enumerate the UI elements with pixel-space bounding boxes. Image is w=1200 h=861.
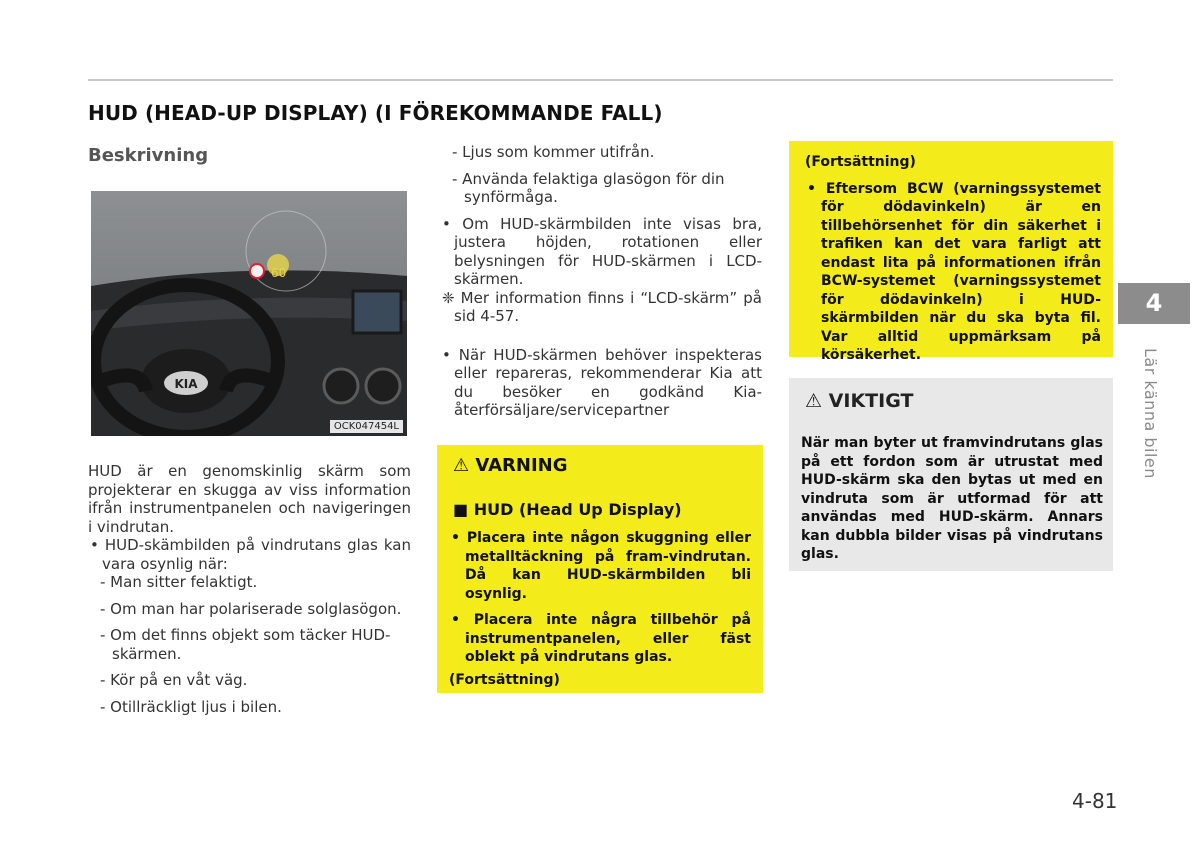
important-title: VIKTIGT	[828, 390, 914, 412]
dash-item: - Om man har polariserade solglasögon.	[100, 599, 402, 618]
section-heading: Beskrivning	[88, 145, 209, 166]
warning-item: • Placera inte några tillbehör på instrumentpanelen, eller fäst oblekt på vindrutans glas.	[451, 612, 751, 665]
figure-caption: OCK047454L	[330, 420, 403, 433]
bullet-invisible: • HUD-skämbilden på vindrutans glas kan vara osynlig när:	[90, 536, 411, 573]
dash-item: - Otillräckligt ljus i bilen.	[100, 697, 282, 716]
dashboard-hud-photo	[91, 191, 407, 436]
left-column	[88, 462, 411, 716]
hud-speed: 60	[271, 266, 287, 280]
important-heading	[805, 390, 913, 412]
warning-title: VARNING	[475, 455, 568, 476]
important-box	[789, 378, 1113, 571]
dash-item: - Om det finns objekt som täcker HUD-skärmen.	[100, 626, 391, 663]
kia-logo: KIA	[174, 377, 198, 391]
page-number: 4-81	[1072, 789, 1118, 813]
warning-item: • Placera inte någon skuggning eller metalltäckning på fram-vindrutan. Då kan HUD-skärmbilden bli osynlig.	[451, 530, 751, 602]
side-label-text: Lär känna bilen	[1141, 348, 1160, 479]
side-label	[1142, 348, 1162, 488]
dash-item: - Använda felaktiga glasögon för din synförmåga.	[452, 169, 725, 206]
continuation-item: • Eftersom BCW (varningssystemet för dödavinkeln) är en tillbehörsenhet för din säkerhet i trafiken kan det vara farligt att endast lita på informationen ifrån BCW-systemet (varningssystemet för dödavinkeln) i HUD-skärmbilden när du ska byta fil. Var alltid uppmärksam på körsäkerhet.	[807, 180, 1101, 363]
warning-triangle-icon: ⚠	[453, 455, 470, 476]
warning-continued: (Fortsättning)	[449, 671, 560, 688]
dash-item: - Ljus som kommer utifrån.	[452, 143, 655, 161]
important-content	[801, 434, 1103, 564]
bullet-adjust: • Om HUD-skärmbilden inte visas bra, justera höjden, rotationen eller belysningen för HUD-skärmen i LCD-skärmen.	[442, 214, 762, 288]
continuation-label: (Fortsättning)	[805, 154, 916, 170]
page-title: HUD (HEAD-UP DISPLAY) (I FÖREKOMMANDE FALL)	[88, 101, 663, 125]
important-text: När man byter ut framvindrutans glas på ett fordon som är utrustat med HUD-skärm ska den bytas ut med en vindruta som är utformad för att användas med HUD-skärm. Annars kan dubbla bilder visas på vindrutans glas.	[801, 435, 1103, 562]
warning-subtitle: HUD (Head Up Display)	[473, 500, 682, 519]
square-bullet-icon: ■	[453, 500, 469, 519]
warning-items	[449, 529, 751, 689]
dash-item: - Kör på en våt väg.	[100, 671, 248, 689]
warning-subheading	[453, 500, 682, 519]
dash-item: - Man sitter felaktigt.	[100, 573, 258, 591]
top-rule	[88, 79, 1113, 81]
intro-paragraph: HUD är en genomskinlig skärm som projekterar en skugga av viss information ifrån instrumentpanelen och navigeringen i vindrutan.	[88, 462, 411, 536]
note-reference: ❈ Mer information finns i “LCD-skärm” på sid 4-57.	[442, 288, 762, 325]
continuation-content	[805, 153, 1101, 365]
bullet-service: • När HUD-skärmen behöver inspekteras eller repareras, rekommenderar Kia att du besöker en godkänd Kia-återförsäljare/servicepartner	[442, 345, 762, 419]
continuation-box	[789, 141, 1113, 363]
warning-box	[437, 445, 763, 693]
chapter-tab: 4	[1118, 283, 1190, 324]
warning-heading	[453, 455, 568, 476]
middle-column	[440, 143, 762, 420]
caution-triangle-icon: ⚠	[805, 390, 823, 412]
